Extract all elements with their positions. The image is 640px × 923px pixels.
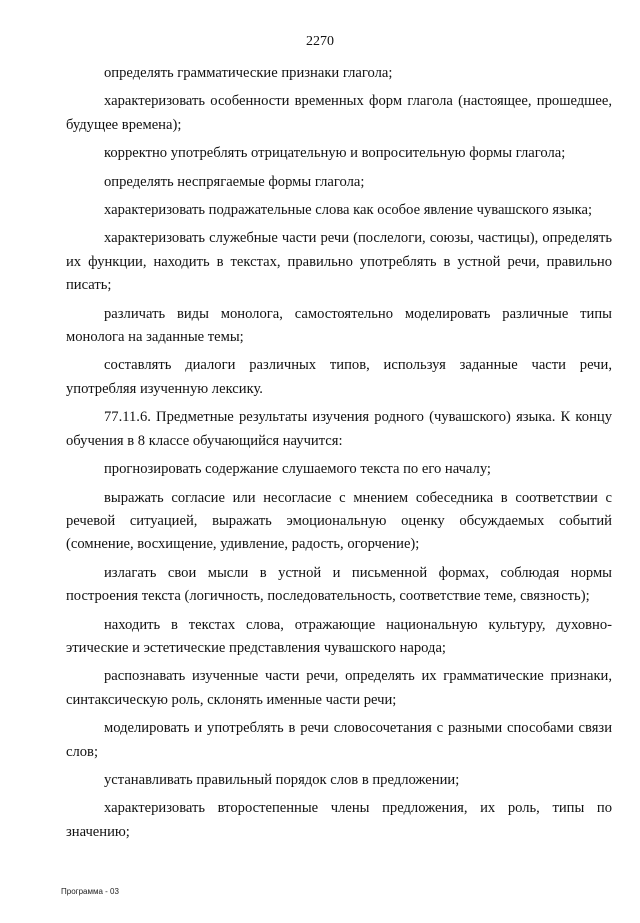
footer-label: Программа - 03 bbox=[61, 887, 119, 896]
section-heading-paragraph: 77.11.6. Предметные результаты изучения родного (чувашского) языка. К концу обучения в 8 классе обучающийся научится: bbox=[66, 409, 612, 449]
paragraph: распознавать изученные части речи, определять их грамматические признаки, синтаксическую роль, склонять именные части речи; bbox=[66, 668, 612, 708]
paragraph: различать виды монолога, самостоятельно моделировать различные типы монолога на заданные темы; bbox=[66, 305, 612, 346]
paragraph: устанавливать правильный порядок слов в предложении; bbox=[104, 771, 460, 788]
page-number: 2270 bbox=[306, 34, 334, 49]
paragraph: выражать согласие или несогласие с мнением собеседника в соответствии с речевой ситуацией, выражать эмоциональную оценку обсуждаемых событий (сомнение, восхищение, удивление, радость, огорчение); bbox=[66, 489, 612, 553]
paragraph: составлять диалоги различных типов, используя заданные части речи, употребляя изученную лексику. bbox=[66, 357, 612, 397]
paragraph: характеризовать особенности временных форм глагола (настоящее, прошедшее, будущее времена); bbox=[66, 93, 612, 133]
paragraph: излагать свои мысли в устной и письменной формах, соблюдая нормы построения текста (логичность, последовательность, соответствие теме, связность); bbox=[66, 564, 612, 605]
paragraph: характеризовать служебные части речи (послелоги, союзы, частицы), определять их функции, находить в текстах, правильно употреблять в устной речи, правильно писать; bbox=[66, 230, 612, 294]
paragraph: прогнозировать содержание слушаемого текста по его началу; bbox=[104, 461, 491, 478]
paragraph: корректно употреблять отрицательную и вопросительную формы глагола; bbox=[104, 145, 566, 162]
paragraph: определять неспрягаемые формы глагола; bbox=[104, 173, 365, 190]
paragraph: моделировать и употреблять в речи словосочетания с разными способами связи слов; bbox=[66, 720, 612, 760]
document-body bbox=[66, 62, 612, 849]
paragraph: определять грамматические признаки глагола; bbox=[104, 65, 393, 81]
paragraph: характеризовать подражательные слова как особое явление чувашского языка; bbox=[104, 202, 593, 219]
paragraph: находить в текстах слова, отражающие национальную культуру, духовно-этические и эстетические представления чувашского народа; bbox=[66, 616, 612, 656]
paragraph: характеризовать второстепенные члены предложения, их роль, типы по значению; bbox=[66, 800, 612, 840]
